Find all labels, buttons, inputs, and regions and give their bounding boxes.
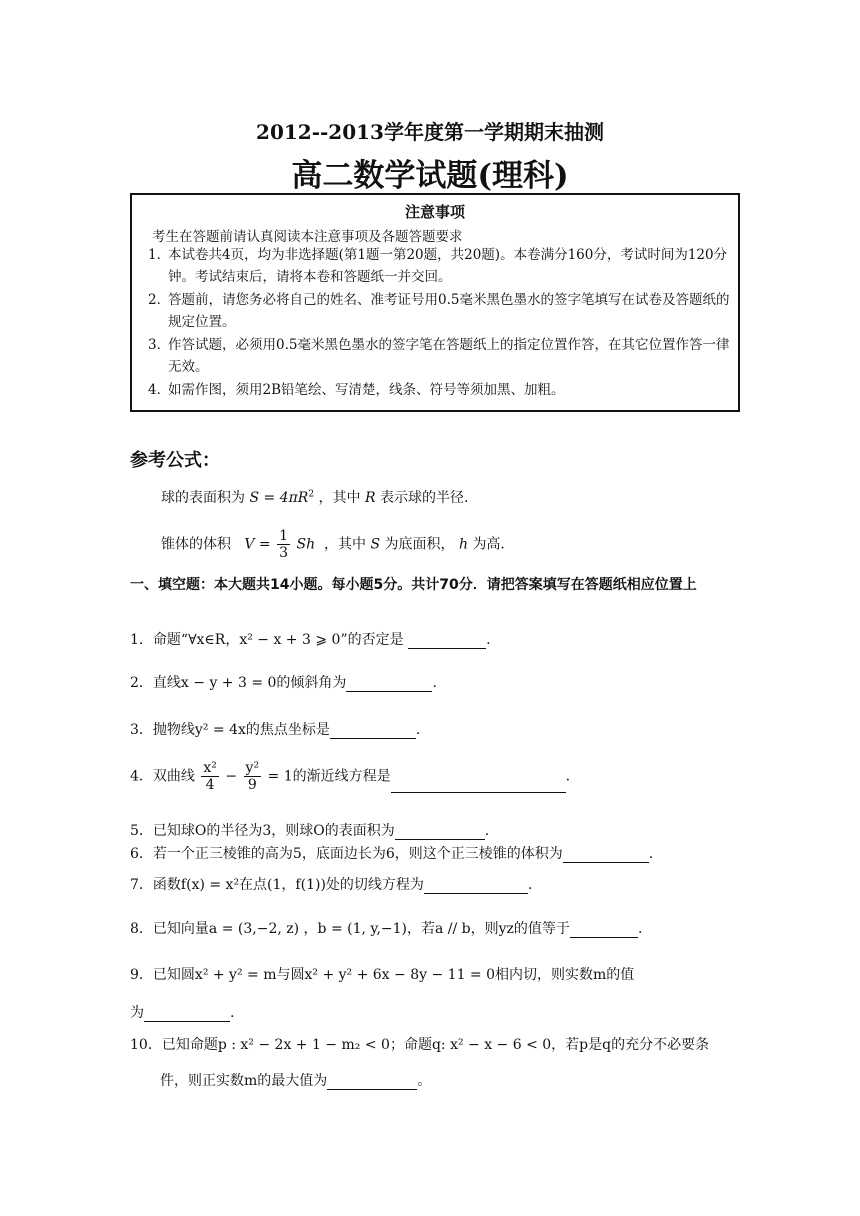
formula-variable: R — [364, 490, 376, 506]
question-8 — [130, 918, 750, 938]
question-text: 已知命题p : x² − 2x + 1 − m₂ < 0；命题q: x² − x − 6 < 0，若p是q的充分不必要条 — [161, 1037, 710, 1053]
question-end: . — [432, 675, 437, 691]
question-number: 9． — [130, 967, 153, 983]
fraction — [277, 528, 290, 561]
question-4 — [130, 760, 750, 793]
question-7 — [130, 874, 750, 894]
notice-item-number: 3． — [148, 337, 171, 353]
question-text: 双曲线 — [152, 768, 195, 785]
question-1 — [130, 629, 750, 649]
answer-blank[interactable] — [424, 879, 528, 894]
answer-blank[interactable] — [391, 778, 566, 793]
answer-blank[interactable] — [408, 634, 486, 649]
question-text: 若一个正三棱锥的高为5，底面边长为6，则这个正三棱锥的体积为 — [152, 846, 563, 862]
question-end: . — [486, 632, 491, 648]
question-5 — [130, 820, 750, 840]
operator: − — [225, 768, 238, 785]
answer-blank[interactable] — [570, 923, 638, 938]
question-9-continued — [130, 1002, 750, 1022]
notice-intro: 考生在答题前请认真阅读本注意事项及各题答题要求 — [152, 229, 463, 245]
question-number: 7． — [130, 877, 153, 893]
fraction-denominator: 4 — [205, 777, 215, 793]
formula-text: 为底面积， — [384, 536, 455, 553]
fraction-numerator: y² — [245, 760, 260, 776]
notice-item-text: 如需作图，须用2B铅笔绘、写清楚，线条、符号等须加黑、加粗。 — [168, 382, 565, 398]
exam-subtitle: 2012--2013学年度第一学期期末抽测 — [256, 120, 604, 144]
formula-text: 锥体的体积 — [161, 536, 231, 553]
question-end: . — [637, 921, 643, 937]
notice-item — [148, 379, 738, 401]
answer-blank[interactable] — [144, 1007, 230, 1022]
notice-item-number: 4． — [148, 382, 171, 398]
formula-text: ，其中 — [318, 490, 361, 506]
answer-blank[interactable] — [563, 848, 649, 863]
section-1-title: 一、填空题：本大题共14小题。每小题5分。共计70分．请把答案填写在答题纸相应位置上 — [130, 577, 697, 593]
question-number: 6． — [130, 846, 153, 862]
fraction — [244, 760, 262, 793]
question-end: . — [415, 722, 421, 738]
answer-blank[interactable] — [395, 825, 485, 840]
question-3 — [130, 719, 750, 739]
fraction — [201, 760, 219, 793]
question-6 — [130, 843, 750, 863]
question-text: 件，则正实数m的最大值为 — [160, 1073, 328, 1089]
formula-text: 表示球的半径. — [379, 490, 469, 506]
formula-text: ，其中 — [324, 536, 366, 553]
formula-variable: h — [458, 536, 468, 553]
exam-title: 高二数学试题(理科) — [291, 158, 569, 194]
fraction-numerator: 1 — [279, 528, 289, 544]
question-9 — [130, 964, 730, 984]
fraction-denominator: 9 — [247, 777, 257, 793]
question-number: 8． — [130, 921, 153, 937]
question-text: 直线x − y + 3 = 0的倾斜角为 — [152, 675, 347, 691]
notice-box — [130, 193, 740, 412]
question-end: 。 — [417, 1073, 432, 1089]
notice-item — [148, 244, 738, 288]
formula-cone-volume — [161, 528, 505, 561]
formula-expression: Sh — [296, 536, 316, 553]
question-text: 已知圆x² + y² = m与圆x² + y² + 6x − 8y − 11 = 0相内切，则实数m的值 — [152, 967, 635, 983]
notice-item-text: 答题前，请您务必将自己的姓名、准考证号用0.5毫米黑色墨水的签字笔填写在试卷及答题纸的规定位置。 — [168, 292, 730, 330]
question-text: = 1的渐近线方程是 — [267, 768, 391, 785]
answer-blank[interactable] — [346, 677, 432, 692]
question-end: . — [527, 877, 533, 893]
formula-text: 球的表面积为 — [161, 490, 245, 506]
answer-blank[interactable] — [327, 1075, 417, 1090]
question-number: 10． — [130, 1037, 162, 1053]
question-number: 2． — [130, 675, 153, 691]
notice-item-number: 1． — [148, 247, 171, 263]
question-10-continued — [160, 1070, 780, 1090]
notice-item-text: 作答试题，必须用0.5毫米黑色墨水的签字笔在答题纸上的指定位置作答，在其它位置作答一律无效。 — [168, 337, 730, 375]
formula-sphere-area — [161, 487, 468, 507]
formula-expression: V = — [244, 536, 271, 553]
question-text: 命题“∀x∈R，x² − x + 3 ⩾ 0”的否定是 — [152, 632, 404, 648]
question-number: 3． — [130, 722, 153, 738]
fraction-denominator: 3 — [279, 545, 289, 561]
question-text: 抛物线y² = 4x的焦点坐标是 — [152, 722, 330, 738]
superscript: 2 — [308, 489, 315, 500]
question-10 — [130, 1034, 740, 1054]
question-end: . — [484, 823, 490, 839]
answer-blank[interactable] — [330, 724, 416, 739]
fraction-numerator: x² — [203, 760, 217, 776]
notice-item-text: 本试卷共4页，均为非选择题(第1题一第20题，共20题)。本卷满分160分，考试时间为120分钟。考试结束后，请将本卷和答题纸一并交回。 — [168, 247, 728, 285]
formula-variable: S — [370, 536, 381, 553]
question-text: 已知球O的半径为3，则球O的表面积为 — [152, 823, 395, 839]
question-2 — [130, 672, 750, 692]
question-text: 函数f(x) = x²在点(1，f(1))处的切线方程为 — [152, 877, 424, 893]
notice-item — [148, 334, 738, 378]
question-text: 为 — [130, 1005, 144, 1021]
question-number: 5． — [130, 823, 153, 839]
question-number: 1． — [130, 632, 153, 648]
notice-item — [148, 289, 738, 333]
question-number: 4． — [130, 768, 153, 785]
formula-expression: S = 4πR — [249, 490, 309, 506]
question-end: . — [230, 1005, 235, 1021]
notice-item-number: 2． — [148, 292, 171, 308]
question-text: 已知向量a = (3,−2, z) ，b = (1, y,−1)，若a // b，则yz的值等于 — [152, 921, 570, 937]
question-end: . — [565, 768, 571, 785]
question-end: . — [648, 846, 654, 862]
formula-text: 为高. — [472, 536, 505, 553]
notice-heading: 注意事项 — [404, 203, 465, 221]
reference-heading: 参考公式： — [130, 450, 220, 471]
